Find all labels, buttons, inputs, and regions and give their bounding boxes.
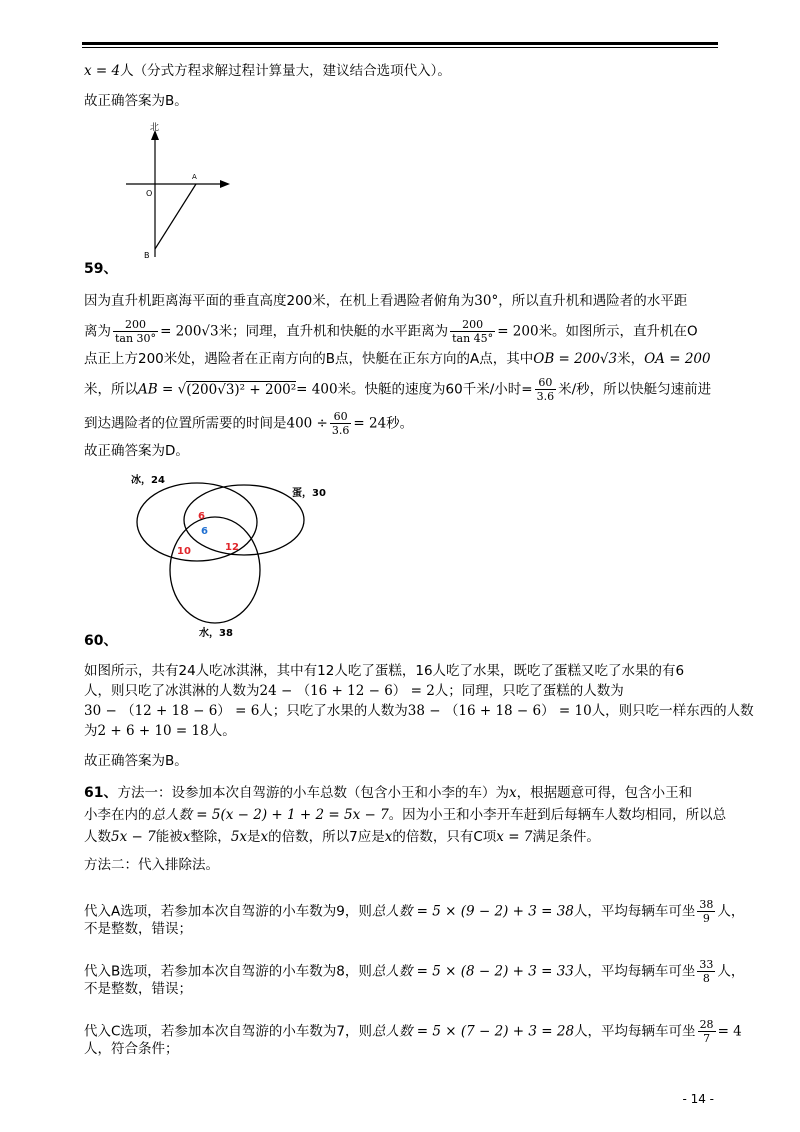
q61-method-2: 方法二：代入排除法。	[84, 857, 219, 873]
q61-option-b-line-2: 不是整数，错误；	[84, 981, 192, 997]
frac-60-3.6: $\frac{60}{3.6}$	[536, 376, 555, 403]
frac-33-8: $\frac{33}{8}$	[699, 958, 714, 985]
q61-option-c: 代入C选项，若参加本次自驾游的小车数为7，则总人数 = 5 × (7 − 2) + 3 = 28人，平均每辆车可坐 $\frac{28}{7}$ = 4	[84, 1018, 742, 1045]
direction-figure	[120, 122, 240, 264]
q60-answer: 故正确答案为B。	[84, 753, 188, 769]
header-rule-thin	[82, 47, 718, 48]
q61-option-b: 代入B选项，若参加本次自驾游的小车数为8，则总人数 = 5 × (8 − 2) + 3 = 33人，平均每辆车可坐 $\frac{33}{8}$ 人，	[84, 958, 745, 985]
q60-number: 60、	[84, 633, 118, 649]
point-b-label: B	[144, 251, 150, 260]
q59-line-4: 米，所以AB = √(200√3)² + 200²= 400米。快艇的速度为60千米/小时= $\frac{60}{3.6}$ 米/秒，所以快艇匀速前进	[84, 376, 712, 403]
angle-30: 30°	[474, 293, 499, 309]
origin-label: O	[146, 189, 153, 198]
q59-line-1: 因为直升机距离海平面的垂直高度200米，在机上看遇险者俯角为30°，所以直升机和遇险者的水平距	[84, 293, 688, 309]
page-number: - 14 -	[682, 1092, 714, 1106]
north-label: 北	[150, 123, 160, 133]
q61-option-c-line-2: 人，符合条件；	[84, 1041, 179, 1057]
q61-option-a: 代入A选项，若参加本次自驾游的小车数为9，则总人数 = 5 × (9 − 2) + 3 = 38人，平均每辆车可坐 $\frac{38}{9}$ 人，	[84, 898, 745, 925]
intro-answer: 故正确答案为B。	[84, 93, 188, 109]
venn-diagram	[115, 472, 326, 644]
frac-200-tan45: $\frac{200}{\tan 45^\circ}$	[452, 318, 494, 345]
math-x-eq-4: x = 4	[84, 63, 121, 79]
cake-label: 蛋，30	[292, 488, 326, 499]
value-ice-fruit: 10	[177, 546, 191, 557]
q61-line-2: 小李在内的总人数 = 5(x − 2) + 1 + 2 = 5x − 7。因为小王和小李开车赶到后每辆车人数均相同，所以总	[84, 807, 727, 823]
frac-38-9: $\frac{38}{9}$	[699, 898, 714, 925]
q59-line-2: 离为 $\frac{200}{\tan 30^\circ}$ = 200√3米；同理，直升机和快艇的水平距离为 $\frac{200}{\tan 45^\circ}$ = 200米。如图所示，直升机在O	[84, 318, 698, 345]
q59-line-5: 到达遇险者的位置所需要的时间是400 ÷ $\frac{60}{3.6}$ = 24秒。	[84, 410, 414, 437]
ice-label: 冰，24	[131, 475, 165, 486]
header-rule-thick	[82, 42, 718, 45]
q61-line-1: 61、方法一：设参加本次自驾游的小车总数（包含小王和小李的车）为x，根据题意可得，包含小王和	[84, 785, 693, 801]
intro-line-1	[84, 62, 451, 80]
point-a-label: A	[192, 173, 197, 181]
value-ice-cake: 6	[198, 511, 205, 522]
q60-line-4: 为2 + 6 + 10 = 18人。	[84, 723, 236, 739]
q60-line-1: 如图所示，共有24人吃冰淇淋，其中有12人吃了蛋糕，16人吃了水果，既吃了蛋糕又吃了水果的有6	[84, 663, 685, 679]
q61-number: 61、	[84, 785, 118, 801]
fruit-label: 水，38	[199, 628, 233, 639]
q61-option-a-line-2: 不是整数，错误；	[84, 921, 192, 937]
q60-line-2: 人，则只吃了冰淇淋的人数为24 − （16 + 12 − 6） = 2人；同理，只吃了蛋糕的人数为	[84, 683, 624, 699]
value-cake-fruit: 12	[225, 542, 239, 553]
q60-line-3: 30 − （12 + 18 − 6） = 6人；只吃了水果的人数为38 − （16 + 18 − 6） = 10人，则只吃一样东西的人数	[84, 703, 754, 719]
intro-text: 人（分式方程求解过程计算量大，建议结合选项代入）。	[120, 63, 451, 79]
q61-line-3: 人数5x − 7能被x整除，5x是x的倍数，所以7应是x的倍数，只有C项x = 7满足条件。	[84, 829, 600, 845]
q59-answer: 故正确答案为D。	[84, 443, 189, 459]
frac-60-3.6-b: $\frac{60}{3.6}$	[331, 410, 350, 437]
q59-line-3: 点正上方200米处，遇险者在正南方向的B点，快艇在正东方向的A点，其中OB = 200√3米，OA = 200	[84, 351, 711, 367]
value-all-three: 6	[201, 526, 208, 537]
frac-28-7: $\frac{28}{7}$	[699, 1018, 714, 1045]
q59-number: 59、	[84, 261, 118, 277]
frac-200-tan30: $\frac{200}{\tan 30^\circ}$	[115, 318, 157, 345]
